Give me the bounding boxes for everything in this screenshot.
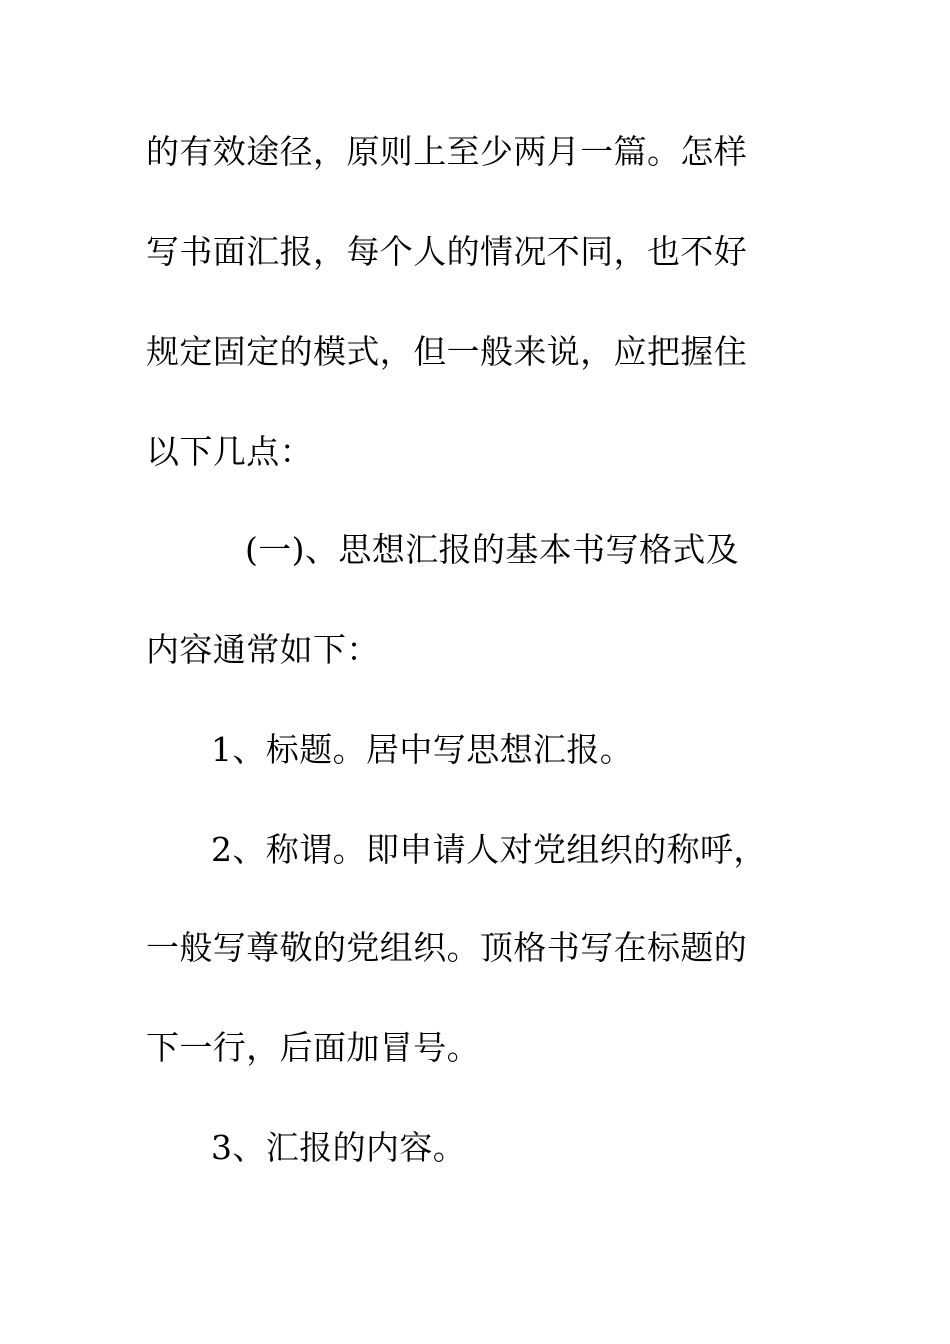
section-heading-1: (一)、思想汇报的基本书写格式及 [245,530,740,569]
paragraph-line-2: 写书面汇报，每个人的情况不同，也不好 [146,232,748,271]
paragraph-line-4: 以下几点： [146,432,313,471]
list-item-content: 3、汇报的内容。 [211,1128,467,1167]
paragraph-line-3: 规定固定的模式，但一般来说，应把握住 [146,332,748,371]
list-item-title: 1、标题。居中写思想汇报。 [211,730,634,769]
paragraph-line-10: 下一行，后面加冒号。 [146,1028,480,1067]
paragraph-line-9: 一般写尊敬的党组织。顶格书写在标题的 [146,928,748,967]
list-item-salutation: 2、称谓。即申请人对党组织的称呼， [211,830,767,869]
paragraph-line-6: 内容通常如下： [146,630,380,669]
paragraph-line-1: 的有效途径，原则上至少两月一篇。怎样 [146,132,748,171]
